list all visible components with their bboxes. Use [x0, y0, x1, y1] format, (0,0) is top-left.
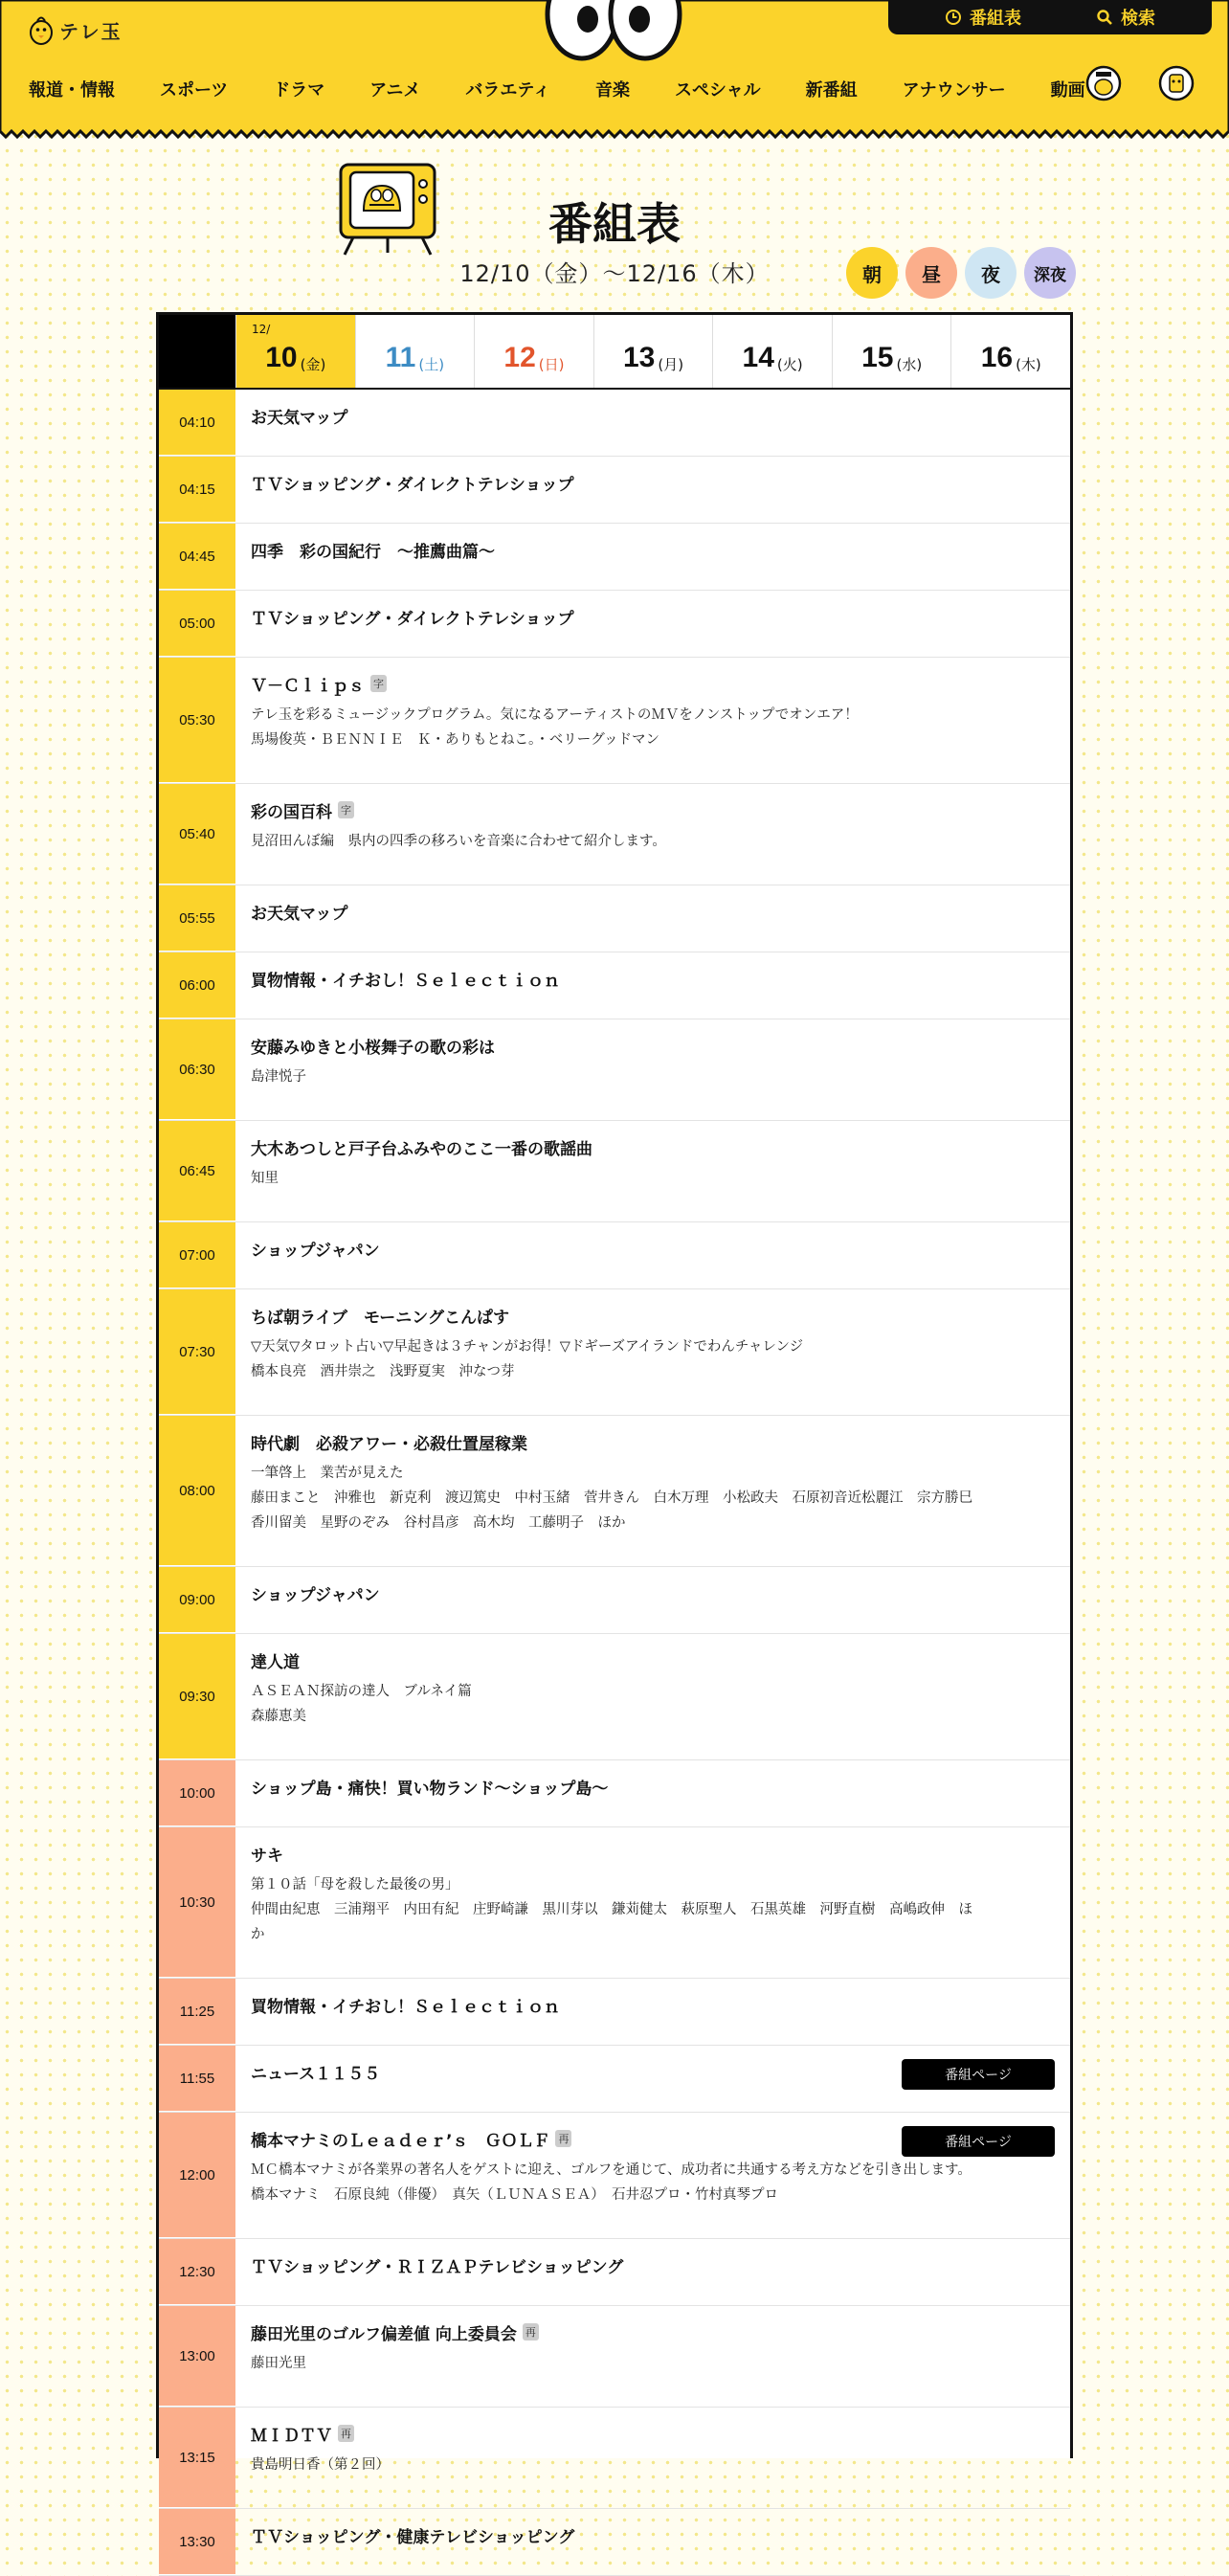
- program-row[interactable]: [159, 1979, 1070, 2046]
- mascot-badge-icon[interactable]: [1158, 61, 1195, 105]
- nav-item-10[interactable]: 動画: [1050, 80, 1085, 101]
- program-description-line: か: [251, 1927, 265, 1942]
- day-weekday: (日): [538, 356, 565, 373]
- program-description-line: 森藤恵美: [251, 1709, 306, 1724]
- day-number: 16: [980, 342, 1014, 373]
- program-info: [235, 1979, 1070, 2045]
- program-row[interactable]: [159, 1289, 1070, 1416]
- program-description: [251, 2453, 1055, 2477]
- program-description-line: 知里: [251, 1171, 279, 1186]
- program-title[interactable]: 彩の国百科: [251, 802, 332, 822]
- site-header: [0, 0, 1229, 144]
- day-tab-13[interactable]: [593, 315, 713, 388]
- site-logo[interactable]: [29, 13, 123, 46]
- program-row[interactable]: [159, 1634, 1070, 1760]
- program-badge: 字: [370, 675, 387, 692]
- program-row[interactable]: [159, 1121, 1070, 1222]
- program-title[interactable]: ＴＶショッピング・ＲＩＺＡＰテレビショッピング: [251, 2257, 624, 2277]
- time-of-day-3[interactable]: 夜: [965, 247, 1017, 299]
- program-title-row: [251, 405, 1055, 426]
- program-description-line: 貴島明日香（第２回）: [251, 2457, 390, 2473]
- day-number: 11: [385, 342, 416, 373]
- program-time: 05:40: [159, 784, 235, 885]
- main-nav: [29, 77, 1130, 101]
- program-row[interactable]: [159, 591, 1070, 658]
- program-title[interactable]: 時代劇 必殺アワー・必殺仕置屋稼業: [251, 1434, 527, 1454]
- program-title[interactable]: ショップジャパン: [251, 1241, 380, 1261]
- program-info: [235, 784, 1070, 885]
- program-row[interactable]: [159, 952, 1070, 1019]
- program-time: 04:15: [159, 457, 235, 523]
- program-time: 07:30: [159, 1289, 235, 1415]
- program-title[interactable]: Ｖ－Ｃｌｉｐｓ: [251, 676, 365, 696]
- program-info: [235, 591, 1070, 657]
- program-title[interactable]: 藤田光里のゴルフ偏差値 向上委員会: [251, 2324, 517, 2344]
- day-number: 12: [503, 342, 536, 373]
- program-time: 12:30: [159, 2239, 235, 2305]
- program-title[interactable]: ＴＶショッピング・健康テレビショッピング: [251, 2527, 575, 2547]
- nav-item-6[interactable]: 音楽: [594, 80, 630, 101]
- program-badge: 再: [523, 2323, 539, 2341]
- program-page-button[interactable]: 番組ページ: [902, 2059, 1055, 2090]
- day-number: 14: [742, 342, 774, 373]
- program-time: 12:00: [159, 2113, 235, 2238]
- program-row[interactable]: [159, 1416, 1070, 1567]
- program-row[interactable]: [159, 885, 1070, 952]
- nav-item-3[interactable]: ドラマ: [273, 80, 325, 101]
- program-info: [235, 1634, 1070, 1759]
- program-time: 10:30: [159, 1827, 235, 1978]
- program-row[interactable]: [159, 2046, 1070, 2113]
- program-description-line: 橋本マナミ 石原良純（俳優） 真矢（ＬＵＮＡＳＥＡ） 石井忍プロ・竹村真琴プロ: [251, 2187, 778, 2203]
- program-description-line: 藤田光里: [251, 2356, 306, 2371]
- time-of-day-2[interactable]: 昼: [905, 247, 957, 299]
- program-title-row: [251, 539, 1055, 560]
- program-title-row: [251, 1776, 1055, 1797]
- day-number: 10: [265, 342, 298, 373]
- program-description-line: 香川留美 星野のぞみ 谷村昌彦 高木均 工藤明子 ほか: [251, 1515, 626, 1531]
- program-info: [235, 2408, 1070, 2508]
- program-description: [251, 1064, 1055, 1089]
- program-description: [251, 1166, 1055, 1191]
- program-info: [235, 885, 1070, 952]
- program-time: 06:30: [159, 1019, 235, 1120]
- program-title[interactable]: お天気マップ: [251, 904, 348, 924]
- program-title-row: [251, 673, 1055, 694]
- program-row[interactable]: [159, 2306, 1070, 2408]
- program-description: [251, 1679, 1055, 1729]
- month-label: 12/: [252, 323, 271, 336]
- day-tab-12[interactable]: [474, 315, 593, 388]
- nav-item-2[interactable]: スポーツ: [160, 80, 229, 101]
- program-time: 05:00: [159, 591, 235, 657]
- program-title-row: [251, 1649, 1055, 1670]
- day-tabs: [159, 315, 1070, 390]
- program-time: 09:30: [159, 1634, 235, 1759]
- tv-mascot-icon: [335, 161, 440, 257]
- page-title: 番組表: [548, 198, 681, 250]
- program-title-row: [251, 2423, 1055, 2444]
- program-time: 04:10: [159, 390, 235, 456]
- day-tab-16[interactable]: [950, 315, 1070, 388]
- day-number: 13: [622, 342, 656, 373]
- program-row[interactable]: [159, 2239, 1070, 2306]
- program-row[interactable]: [159, 390, 1070, 457]
- program-title-row: [251, 2524, 1055, 2545]
- program-title[interactable]: 買物情報・イチおし！Ｓｅｌｅｃｔｉｏｎ: [251, 971, 560, 991]
- program-info: [235, 1222, 1070, 1288]
- clock-icon: [945, 9, 962, 26]
- day-tab-11[interactable]: [355, 315, 475, 388]
- program-title[interactable]: サキ: [251, 1846, 283, 1866]
- program-time: 06:45: [159, 1121, 235, 1221]
- day-tab-15[interactable]: [832, 315, 951, 388]
- program-description-line: 島津悦子: [251, 1069, 306, 1085]
- program-row[interactable]: [159, 658, 1070, 784]
- program-info: [235, 1019, 1070, 1120]
- program-row[interactable]: [159, 784, 1070, 885]
- program-time: 13:15: [159, 2408, 235, 2508]
- program-title-row: [251, 1994, 1055, 2015]
- program-row[interactable]: [159, 1019, 1070, 1121]
- program-title-row: [251, 799, 1055, 820]
- program-description: [251, 829, 1055, 854]
- program-grid: [156, 312, 1073, 2550]
- program-title-row: [251, 2254, 1055, 2275]
- program-info: [235, 658, 1070, 783]
- program-title[interactable]: 大木あつしと戸子台ふみやのここ一番の歌謡曲: [251, 1139, 592, 1159]
- program-time: 08:00: [159, 1416, 235, 1566]
- nav-item-8[interactable]: 新番組: [805, 80, 858, 101]
- logo-text: テレ玉: [59, 19, 123, 43]
- program-title[interactable]: ショップジャパン: [251, 1585, 380, 1605]
- program-row[interactable]: [159, 524, 1070, 591]
- program-info: [235, 1760, 1070, 1826]
- program-title-row: [251, 968, 1055, 989]
- program-description-line: 一筆啓上 業苦が見えた: [251, 1466, 404, 1481]
- date-range: 12/10（金）〜12/16（木）: [459, 260, 770, 287]
- search-button-label: 検索: [1121, 9, 1155, 29]
- program-title[interactable]: 安藤みゆきと小桜舞子の歌の彩は: [251, 1038, 495, 1058]
- program-title[interactable]: お天気マップ: [251, 408, 348, 428]
- schedule-button[interactable]: [945, 5, 1021, 30]
- nav-item-4[interactable]: アニメ: [369, 80, 421, 101]
- program-title[interactable]: ニュース１１５５: [251, 2064, 381, 2084]
- program-info: [235, 1567, 1070, 1633]
- program-info: [235, 1416, 1070, 1566]
- program-description: [251, 1334, 1055, 1384]
- program-title-row: [251, 901, 1055, 922]
- program-badge: 再: [338, 2425, 354, 2442]
- program-info: [235, 2306, 1070, 2407]
- time-of-day-4[interactable]: 深夜: [1024, 247, 1076, 299]
- nav-item-5[interactable]: バラエティ: [465, 80, 550, 101]
- program-title-row: [251, 1843, 1055, 1864]
- program-title-row: [251, 1431, 1055, 1452]
- program-row[interactable]: [159, 1760, 1070, 1827]
- program-title[interactable]: ＭＩＤＴＶ: [251, 2426, 332, 2446]
- program-row[interactable]: [159, 457, 1070, 524]
- program-title-row: [251, 1305, 1055, 1326]
- program-title[interactable]: ＴＶショッピング・ダイレクトテレショップ: [251, 609, 574, 629]
- program-info: [235, 1827, 1070, 1978]
- program-title-row: [251, 472, 1055, 493]
- program-time: 05:30: [159, 658, 235, 783]
- time-of-day-1[interactable]: 朝: [846, 247, 898, 299]
- chick-logo-icon: [29, 13, 54, 46]
- program-info: [235, 1121, 1070, 1221]
- program-description-line: 橋本良亮 酒井崇之 浅野夏実 沖なつ芽: [251, 1364, 515, 1379]
- program-page-button[interactable]: 番組ページ: [902, 2126, 1055, 2157]
- program-description: [251, 2351, 1055, 2376]
- program-title-row: [251, 606, 1055, 627]
- mascot-eyes-icon: [542, 0, 685, 62]
- program-info: [235, 2113, 1070, 2238]
- search-button[interactable]: [1096, 5, 1155, 30]
- program-description-line: ＡＳＥＡＮ探訪の達人 ブルネイ篇: [251, 1684, 472, 1699]
- day-number: 15: [861, 342, 894, 373]
- program-title[interactable]: 橋本マナミのＬｅａｄｅｒ’ｓ ＧＯＬＦ: [251, 2131, 550, 2151]
- program-title-row: [251, 1136, 1055, 1157]
- program-row[interactable]: [159, 2509, 1070, 2576]
- program-description-line: 馬場俊英・ＢＥＮＮＩＥ Ｋ・ありもとねこ。・ベリーグッドマン: [251, 732, 660, 748]
- day-weekday: (水): [896, 356, 923, 373]
- program-info: [235, 2046, 1070, 2112]
- program-description-line: ＭＣ橋本マナミが各業界の著名人をゲストに迎え、ゴルフを通じて、成功者に共通する考え方などを引き出します。: [251, 2162, 972, 2178]
- program-description: [251, 2158, 1055, 2207]
- program-title[interactable]: 買物情報・イチおし！Ｓｅｌｅｃｔｉｏｎ: [251, 1997, 560, 2017]
- program-info: [235, 457, 1070, 523]
- day-weekday: (土): [418, 356, 445, 373]
- program-description: [251, 703, 1055, 752]
- program-title[interactable]: 達人道: [251, 1652, 300, 1672]
- program-badge: 字: [338, 801, 354, 818]
- program-title-row: [251, 1238, 1055, 1259]
- program-row[interactable]: [159, 1567, 1070, 1634]
- program-info: [235, 1289, 1070, 1415]
- program-time: 11:55: [159, 2046, 235, 2112]
- program-info: [235, 524, 1070, 590]
- nav-item-9[interactable]: アナウンサー: [902, 80, 1006, 101]
- nav-item-7[interactable]: スペシャル: [674, 80, 761, 101]
- character-badge-icon[interactable]: [1085, 61, 1122, 105]
- program-description: [251, 1461, 1055, 1535]
- program-row[interactable]: [159, 1222, 1070, 1289]
- program-title-row: [251, 1035, 1055, 1056]
- program-time: 13:30: [159, 2509, 235, 2575]
- program-title-row: [251, 2321, 1055, 2342]
- day-tab-10[interactable]: [235, 315, 355, 388]
- program-badge: 再: [555, 2130, 571, 2147]
- program-info: [235, 2239, 1070, 2305]
- program-time: 10:00: [159, 1760, 235, 1826]
- program-description-line: テレ玉を彩るミュージックプログラム。気になるアーティストのＭＶをノンストップでオンエア！: [251, 707, 859, 723]
- program-description-line: 見沼田んぼ編 県内の四季の移ろいを音楽に合わせて紹介します。: [251, 834, 666, 849]
- program-time: 05:55: [159, 885, 235, 952]
- program-time: 07:00: [159, 1222, 235, 1288]
- program-title[interactable]: 四季 彩の国紀行 ～推薦曲篇～: [251, 542, 495, 562]
- search-icon: [1096, 9, 1113, 26]
- day-weekday: (金): [300, 356, 326, 373]
- program-time: 06:00: [159, 952, 235, 1019]
- program-list: [159, 390, 1070, 2576]
- program-description: [251, 1872, 1055, 1947]
- program-info: [235, 2509, 1070, 2575]
- program-row[interactable]: [159, 1827, 1070, 1979]
- program-title[interactable]: ちば朝ライブ モーニングこんぱす: [251, 1308, 509, 1328]
- day-tab-14[interactable]: [712, 315, 832, 388]
- program-row[interactable]: [159, 2408, 1070, 2509]
- program-title-row: [251, 1582, 1055, 1603]
- program-description-line: 仲間由紀恵 三浦翔平 内田有紀 庄野崎謙 黒川芽以 鎌苅健太 萩原聖人 石黒英雄 河野直樹 高嶋政伸 ほ: [251, 1902, 972, 1917]
- grid-corner: [159, 315, 235, 388]
- program-description-line: 第１０話「母を殺した最後の男」: [251, 1877, 459, 1893]
- program-time: 11:25: [159, 1979, 235, 2045]
- day-weekday: (木): [1016, 356, 1041, 373]
- schedule-button-label: 番組表: [970, 9, 1021, 29]
- program-time: 13:00: [159, 2306, 235, 2407]
- program-info: [235, 390, 1070, 456]
- program-description-line: ▽天気▽タロット占い▽早起きは３チャンがお得！▽ドギーズアイランドでわんチャレンジ: [251, 1339, 804, 1355]
- program-time: 04:45: [159, 524, 235, 590]
- day-weekday: (月): [658, 356, 684, 373]
- program-description-line: 藤田まこと 沖雅也 新克利 渡辺篤史 中村玉緒 菅井きん 白木万理 小松政夫 石原初音近松麗江 宗方勝巳: [251, 1490, 972, 1506]
- program-info: [235, 952, 1070, 1019]
- program-title[interactable]: ショップ島・痛快！買い物ランド～ショップ島～: [251, 1779, 609, 1799]
- program-title[interactable]: ＴＶショッピング・ダイレクトテレショップ: [251, 475, 574, 495]
- program-row[interactable]: [159, 2113, 1070, 2239]
- top-button-bar: [888, 0, 1212, 34]
- program-time: 09:00: [159, 1567, 235, 1633]
- day-weekday: (火): [776, 356, 803, 373]
- nav-item-1[interactable]: 報道・情報: [29, 80, 115, 101]
